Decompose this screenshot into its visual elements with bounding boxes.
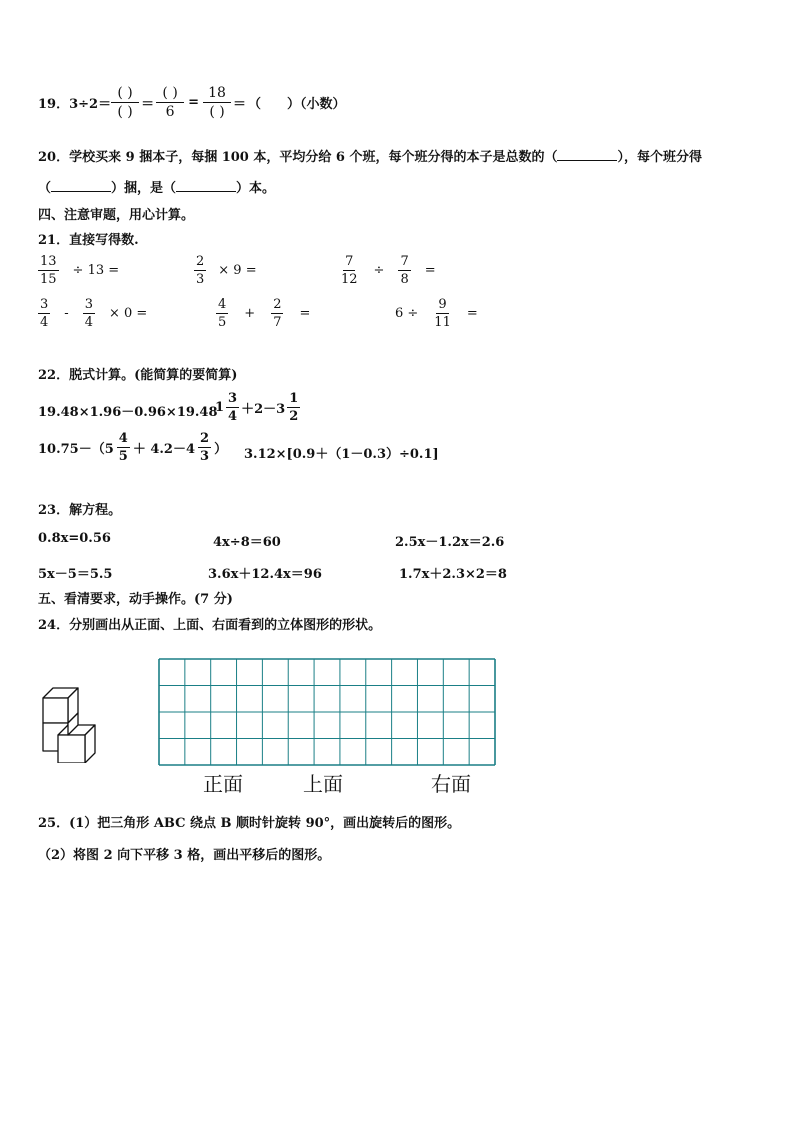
answer-blank[interactable]	[51, 191, 111, 192]
label-right-view: 右面	[431, 772, 471, 796]
equals: =	[188, 95, 199, 110]
q22-expr-3: 10.75－（5 $\frac{4}{5}$ ＋ 4.2－4 $\frac{2}{3}$ ）	[38, 431, 228, 464]
drawing-grid[interactable]	[158, 658, 496, 766]
fraction: $\frac{4}{5}$	[118, 431, 128, 464]
q19-tail: （ ）（小数）	[248, 97, 346, 112]
section-5-heading: 五、看清要求，动手操作。(7 分)	[38, 592, 233, 607]
fraction: $\frac{3}{4}$	[228, 391, 238, 424]
q22-expr-2: 1 $\frac{3}{4}$ ＋2－3 $\frac{1}{2}$	[215, 391, 299, 424]
fraction: $\frac{2}{3}$	[200, 431, 210, 464]
equation: 2.5x－1.2x＝2.6	[395, 535, 505, 550]
fraction: $\frac{13}{15}$	[40, 254, 57, 287]
q23-title: 23．解方程。	[38, 503, 122, 518]
q25-line2: （2）将图 2 向下平移 3 格，画出平移后的图形。	[38, 848, 331, 863]
q21-item: $\frac{7}{12}$ ÷ $\frac{7}{8}$ =	[341, 254, 436, 287]
answer-blank[interactable]	[176, 191, 236, 192]
equation: 1.7x＋2.3×2＝8	[399, 567, 507, 582]
fraction: $\frac{2}{7}$	[273, 297, 282, 330]
q19-prefix: 19．3÷2＝	[38, 97, 112, 112]
q22-expr-4: 3.12×[0.9＋（1－0.3）÷0.1]	[244, 447, 439, 462]
fraction: $\frac{1}{2}$	[289, 391, 299, 424]
answer-blank[interactable]	[557, 160, 617, 161]
q24-title: 24．分别画出从正面、上面、右面看到的立体图形的形状。	[38, 618, 382, 633]
q21-item: $\frac{4}{5}$ + $\frac{2}{7}$ =	[218, 297, 311, 330]
q25-line1: 25．(1）把三角形 ABC 绕点 B 顺时针旋转 90°，画出旋转后的图形。	[38, 816, 461, 831]
q22-title: 22．脱式计算。(能简算的要简算)	[38, 368, 238, 383]
q21-item: $\frac{13}{15}$ ÷ 13 =	[40, 254, 120, 287]
q20-line1: 20．学校买来 9 捆本子，每捆 100 本，平均分给 6 个班，每个班分得的本子是总数的（ ），每个班分得	[38, 150, 702, 165]
equation: 0.8x=0.56	[38, 531, 111, 546]
q21-item: $\frac{2}{3}$ × 9 =	[196, 254, 257, 287]
equals: ＝	[141, 97, 155, 112]
q22-expr-1: 19.48×1.96－0.96×19.48	[38, 405, 218, 420]
fraction: $\frac{3}{4}$	[84, 297, 93, 330]
equation: 3.6x＋12.4x＝96	[208, 567, 322, 582]
fraction: $\frac{18}{( )}$	[203, 86, 231, 119]
fraction: $\frac{( )}{6}$	[156, 86, 184, 119]
section-4-heading: 四、注意审题，用心计算。	[38, 208, 195, 223]
equation: 5x－5＝5.5	[38, 567, 113, 582]
fraction: $\frac{3}{4}$	[40, 297, 49, 330]
label-front-view: 正面	[203, 772, 243, 796]
equals: ＝	[233, 97, 247, 112]
q21-item: 6 ÷ $\frac{9}{11}$ =	[395, 297, 478, 330]
cube-stack-figure	[38, 683, 118, 763]
q21-item: $\frac{3}{4}$ - $\frac{3}{4}$ × 0 =	[40, 297, 148, 330]
q19	[38, 86, 346, 119]
equation: 4x÷8＝60	[213, 535, 281, 550]
fraction: $\frac{( )}{( )}$	[111, 86, 139, 119]
fraction: $\frac{2}{3}$	[196, 254, 205, 287]
fraction: $\frac{7}{12}$	[341, 254, 358, 287]
q20-line2: （ ）捆，是（ ）本。	[38, 181, 276, 196]
label-top-view: 上面	[303, 772, 343, 796]
fraction: $\frac{7}{8}$	[400, 254, 409, 287]
fraction: $\frac{9}{11}$	[434, 297, 451, 330]
q21-title: 21．直接写得数.	[38, 233, 139, 248]
fraction: $\frac{4}{5}$	[218, 297, 227, 330]
